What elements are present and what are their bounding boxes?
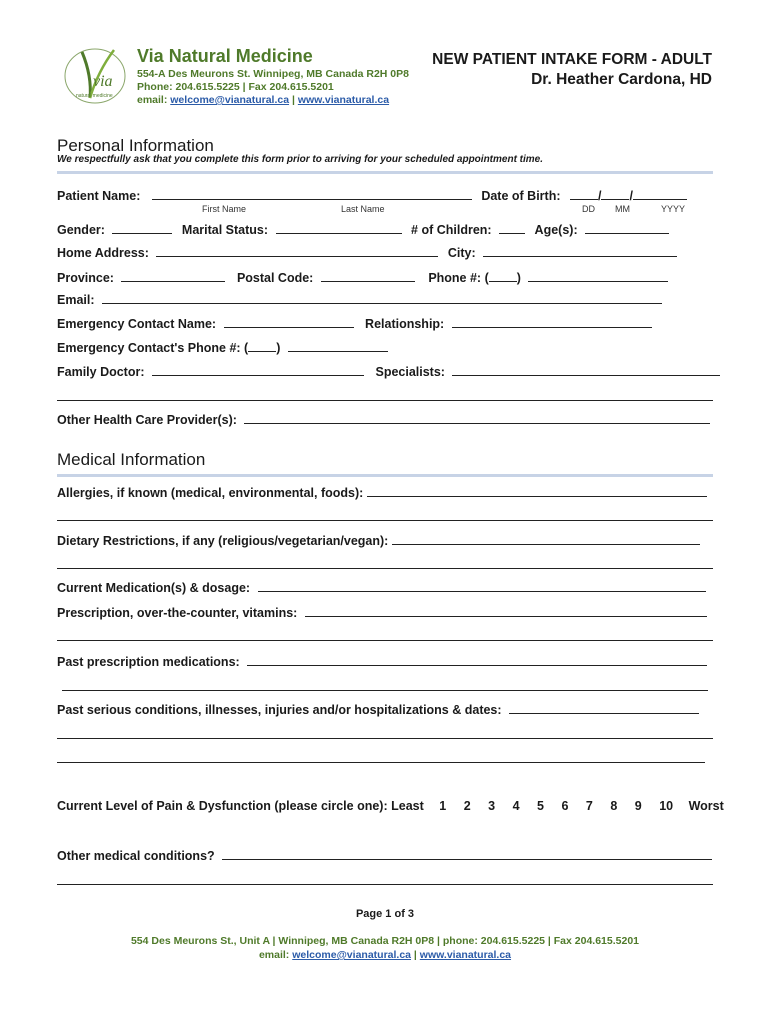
section-rule <box>57 171 713 174</box>
dietary-continuation-line[interactable] <box>57 568 713 569</box>
emergency-phone-row: Emergency Contact's Phone #: ( ) <box>57 340 388 355</box>
form-title-block <box>432 50 712 90</box>
doctor-row: Family Doctor: Specialists: <box>57 364 720 379</box>
other-conditions-row: Other medical conditions? <box>57 848 712 863</box>
emergency-name-field[interactable] <box>224 316 354 328</box>
phone-field[interactable] <box>528 270 668 282</box>
allergies-continuation-line[interactable] <box>57 520 713 521</box>
email-link[interactable]: welcome@vianatural.ca <box>170 94 290 106</box>
dd-caption: DD <box>582 204 595 214</box>
website-link[interactable]: www.vianatural.ca <box>297 94 390 106</box>
emergency-area-field[interactable] <box>248 340 276 352</box>
first-name-caption: First Name <box>202 204 247 214</box>
clinic-contact: 554-A Des Meurons St. Winnipeg, MB Canada R2H 0P8 Phone: 204.615.5225 | Fax 204.615.5201 email: welcome@vianatural.ca | www.vianatural.ca <box>137 68 409 106</box>
past-serious-field[interactable] <box>509 702 699 714</box>
allergies-row: Allergies, if known (medical, environmental, foods): <box>57 485 707 500</box>
yyyy-caption: YYYY <box>661 204 686 214</box>
email-field[interactable] <box>102 292 662 304</box>
via-logo <box>62 46 128 106</box>
specialists-field[interactable] <box>452 364 720 376</box>
specialists-continuation-line[interactable] <box>57 400 713 401</box>
pain-option[interactable]: 3 <box>488 799 496 813</box>
relationship-field[interactable] <box>452 316 652 328</box>
other-providers-field[interactable] <box>244 412 710 424</box>
gender-field[interactable] <box>112 222 172 234</box>
past-serious-row: Past serious conditions, illnesses, injuries and/or hospitalizations & dates: <box>57 702 699 717</box>
medications-field[interactable] <box>258 580 706 592</box>
family-doctor-field[interactable] <box>152 364 364 376</box>
prescription-field[interactable] <box>305 605 707 617</box>
other-providers-row: Other Health Care Provider(s): <box>57 412 710 427</box>
allergies-field[interactable] <box>367 485 707 497</box>
dietary-field[interactable] <box>392 533 700 545</box>
pain-option[interactable]: 6 <box>561 799 569 813</box>
postal-code-field[interactable] <box>321 270 415 282</box>
prescription-continuation-line[interactable] <box>57 640 713 641</box>
pain-option[interactable]: 7 <box>585 799 593 813</box>
past-prescription-field[interactable] <box>247 654 707 666</box>
clinic-phone-fax: Phone: 204.615.5225 | Fax 204.615.5201 <box>137 81 334 93</box>
dob-dd-field[interactable] <box>570 188 598 200</box>
email-row: Email: <box>57 292 662 307</box>
city-field[interactable] <box>483 245 677 257</box>
section-rule <box>57 474 713 477</box>
past-serious-line-1[interactable] <box>57 738 713 739</box>
footer-website-link[interactable]: www.vianatural.ca <box>419 949 512 961</box>
patient-name-row: Patient Name: Date of Birth: / / <box>57 188 687 203</box>
children-field[interactable] <box>499 222 525 234</box>
form-title: NEW PATIENT INTAKE FORM - ADULT <box>432 51 712 68</box>
doctor-name: Dr. Heather Cardona, HD <box>531 71 712 88</box>
pain-option[interactable]: 5 <box>537 799 544 813</box>
past-prescription-continuation-line[interactable] <box>62 690 708 691</box>
home-address-field[interactable] <box>156 245 438 257</box>
pain-option[interactable]: 4 <box>512 799 520 813</box>
past-serious-line-2[interactable] <box>57 762 705 763</box>
footer: 554 Des Meurons St., Unit A | Winnipeg, MB Canada R2H 0P8 | phone: 204.615.5225 | Fax 204.615.5201 email: welcome@vianatural.ca | www.vianatural.ca <box>0 934 770 962</box>
footer-address: 554 Des Meurons St., Unit A | Winnipeg, MB Canada R2H 0P8 | phone: 204.615.5225 | Fax 204.615.5201 <box>130 935 640 947</box>
pain-option[interactable]: 9 <box>634 799 642 813</box>
mm-caption: MM <box>615 204 630 214</box>
address-row: Home Address: City: <box>57 245 677 260</box>
dietary-row: Dietary Restrictions, if any (religious/vegetarian/vegan): <box>57 533 700 548</box>
pain-scale-row: Current Level of Pain & Dysfunction (please circle one): Least 1 2 3 4 5 6 7 8 9 10 Worst <box>57 799 724 813</box>
pain-worst-label: Worst <box>688 799 724 813</box>
pain-option[interactable]: 2 <box>463 799 471 813</box>
prescription-row: Prescription, over-the-counter, vitamins: <box>57 605 707 620</box>
intro-text: We respectfully ask that you complete this form prior to arriving for your scheduled appointment time. <box>57 154 544 165</box>
phone-area-field[interactable] <box>489 270 517 282</box>
pain-option[interactable]: 1 <box>439 799 447 813</box>
pain-option[interactable]: 8 <box>610 799 618 813</box>
marital-field[interactable] <box>276 222 402 234</box>
gender-row: Gender: Marital Status: # of Children: Age(s): <box>57 222 669 237</box>
pain-option[interactable]: 10 <box>659 799 674 813</box>
svg-text:via: via <box>93 73 113 90</box>
footer-email-link[interactable]: welcome@vianatural.ca <box>292 949 412 961</box>
other-conditions-continuation-line[interactable] <box>57 884 713 885</box>
emergency-phone-field[interactable] <box>288 340 388 352</box>
past-prescription-row: Past prescription medications: <box>57 654 707 669</box>
patient-name-field[interactable] <box>152 188 472 200</box>
email-label: email: <box>137 94 171 106</box>
clinic-address: 554-A Des Meurons St. Winnipeg, MB Canada R2H 0P8 <box>137 68 409 80</box>
dob-mm-field[interactable] <box>601 188 629 200</box>
page-number: Page 1 of 3 <box>355 908 415 920</box>
svg-text:natural medicine: natural medicine <box>76 93 113 99</box>
last-name-caption: Last Name <box>341 204 385 214</box>
medical-info-title: Medical Information <box>57 450 206 469</box>
ages-field[interactable] <box>585 222 669 234</box>
province-row: Province: Postal Code: Phone #: ( ) <box>57 270 668 285</box>
personal-info-title: Personal Information <box>57 136 214 155</box>
dob-yyyy-field[interactable] <box>633 188 687 200</box>
medications-row: Current Medication(s) & dosage: <box>57 580 706 595</box>
clinic-name: Via Natural Medicine <box>137 46 313 66</box>
emergency-row: Emergency Contact Name: Relationship: <box>57 316 652 331</box>
province-field[interactable] <box>121 270 225 282</box>
other-conditions-field[interactable] <box>222 848 712 860</box>
